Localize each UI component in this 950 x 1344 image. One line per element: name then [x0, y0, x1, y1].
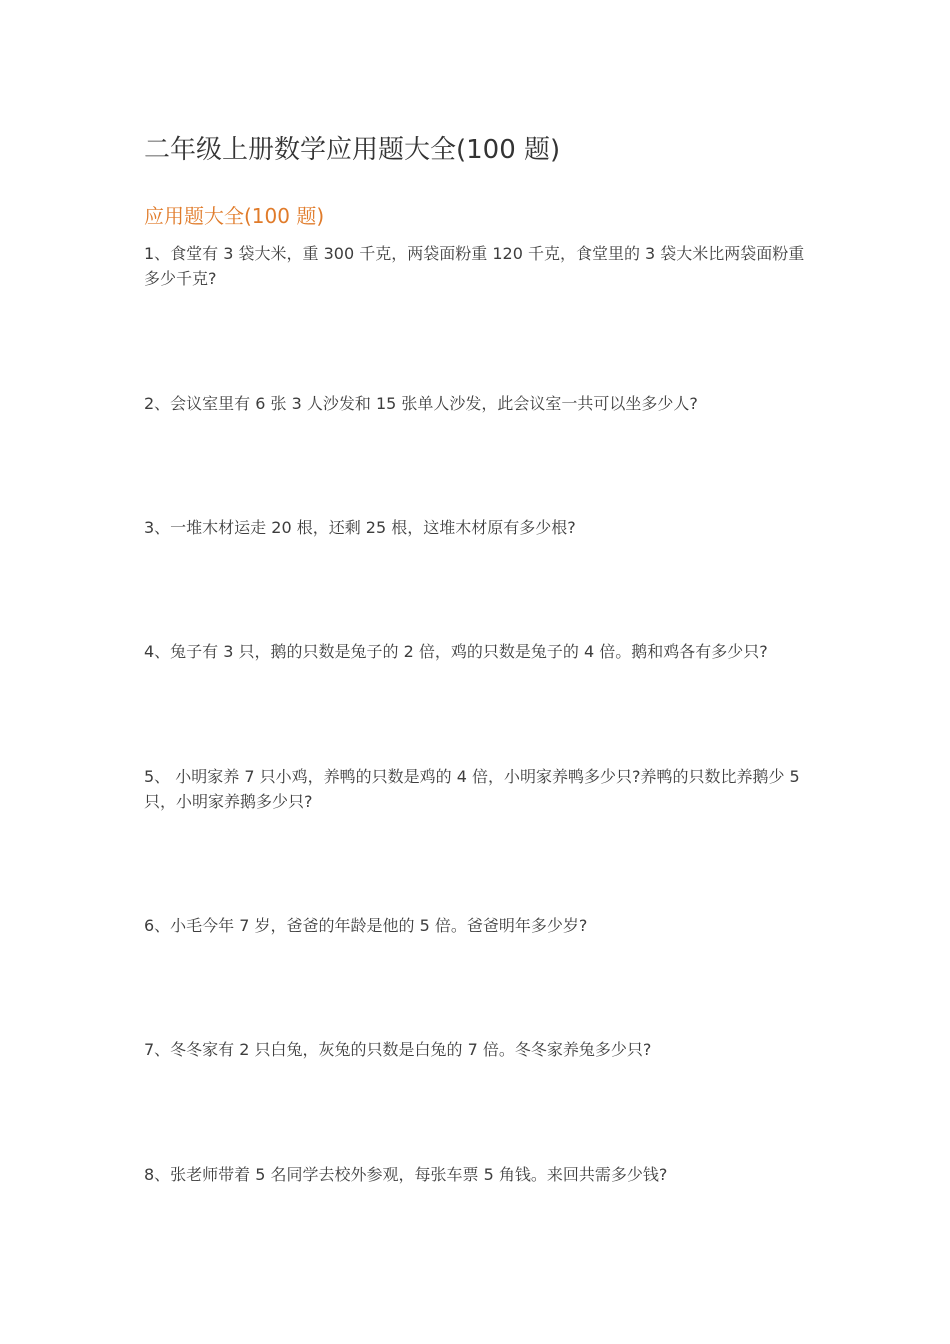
- question-4: 4、兔子有 3 只，鹅的只数是兔子的 2 倍，鸡的只数是兔子的 4 倍。鹅和鸡各有多少只?: [144, 642, 768, 661]
- question-1: 1、食堂有 3 袋大米，重 300 千克，两袋面粉重 120 千克，食堂里的 3 袋大米比两袋面粉重多少千克?: [144, 244, 805, 288]
- question-5: 5、 小明家养 7 只小鸡，养鸭的只数是鸡的 4 倍，小明家养鸭多少只?养鸭的只数比养鹅少 5 只，小明家养鹅多少只?: [144, 767, 800, 811]
- question-6: 6、小毛今年 7 岁，爸爸的年龄是他的 5 倍。爸爸明年多少岁?: [144, 916, 588, 935]
- document-title: 二年级上册数学应用题大全(100 题): [144, 135, 561, 165]
- question-8: 8、张老师带着 5 名同学去校外参观，每张车票 5 角钱。来回共需多少钱?: [144, 1165, 668, 1184]
- question-2: 2、会议室里有 6 张 3 人沙发和 15 张单人沙发，此会议室一共可以坐多少人?: [144, 394, 698, 413]
- question-7: 7、冬冬家有 2 只白兔，灰兔的只数是白兔的 7 倍。冬冬家养兔多少只?: [144, 1040, 652, 1059]
- question-3: 3、一堆木材运走 20 根，还剩 25 根，这堆木材原有多少根?: [144, 518, 576, 537]
- section-heading: 应用题大全(100 题): [144, 204, 325, 228]
